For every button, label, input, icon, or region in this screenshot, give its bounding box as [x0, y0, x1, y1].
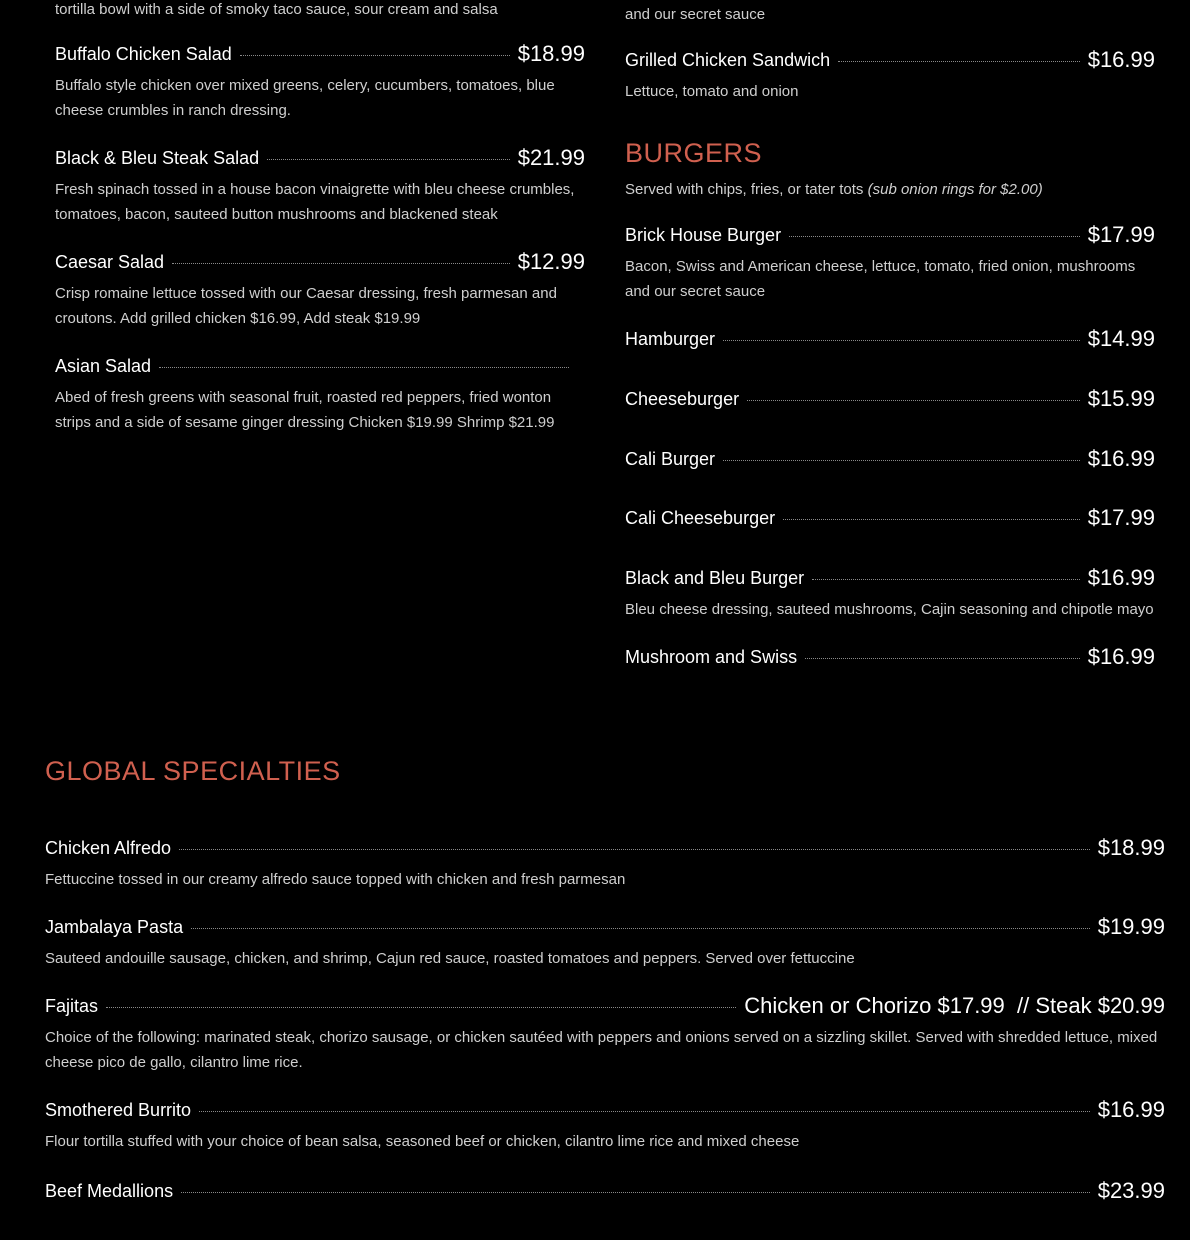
item-header: [625, 45, 1155, 75]
item-description: tortilla bowl with a side of smoky taco sauce, sour cream and salsa: [55, 1, 498, 18]
section-subtitle-note: (sub onion rings for $2.00): [867, 181, 1043, 198]
item-header: [55, 247, 585, 277]
item-header: [45, 1176, 1165, 1206]
dot-leader: [723, 460, 1080, 461]
item-name: Black and Bleu Burger: [625, 567, 805, 588]
item-price: $16.99: [1087, 565, 1155, 590]
item-description: Sauteed andouille sausage, chicken, and shrimp, Cajun red sauce, roasted tomatoes and peppers. Served over fettuccine: [45, 950, 855, 967]
dot-leader: [159, 367, 569, 368]
salads-column: [55, 0, 585, 435]
item-name: Cali Cheeseburger: [625, 507, 776, 528]
item-price: $15.99: [1087, 386, 1155, 411]
menu-item-mushroom-and-swiss: [625, 642, 1155, 672]
item-header: [625, 642, 1155, 672]
item-price: $16.99: [1097, 1097, 1165, 1122]
item-description: Abed of fresh greens with seasonal fruit, roasted red peppers, fried wonton strips and a side of sesame ginger dressing Chicken $19.99 Shrimp $21.99: [55, 389, 555, 431]
item-description: Bacon, Swiss and American cheese, lettuce, tomato, fried onion, mushrooms and our secret sauce: [625, 258, 1136, 300]
item-header: [45, 912, 1165, 942]
item-header: [625, 563, 1155, 593]
menu-item-hamburger: [625, 324, 1155, 354]
section-subtitle: [625, 181, 1155, 198]
menu-item-buffalo-chicken-salad: [55, 39, 585, 123]
item-description: Buffalo style chicken over mixed greens, celery, cucumbers, tomatoes, blue cheese crumbles in ranch dressing.: [55, 77, 555, 119]
item-name: Jambalaya Pasta: [45, 916, 184, 937]
menu-item-brick-house-burger: [625, 220, 1155, 304]
item-name: Buffalo Chicken Salad: [55, 43, 232, 64]
menu-item-cali-burger: [625, 444, 1155, 474]
item-header: [625, 503, 1155, 533]
section-subtitle-text: Served with chips, fries, or tater tots: [625, 181, 864, 198]
dot-leader: [172, 263, 510, 264]
dot-leader: [240, 55, 510, 56]
dot-leader: [812, 579, 1080, 580]
item-price: $16.99: [1087, 446, 1155, 471]
menu-item-jambalaya-pasta: [45, 912, 1165, 971]
item-name: Beef Medallions: [45, 1180, 174, 1201]
item-price: $19.99: [1097, 914, 1165, 939]
item-header: [625, 444, 1155, 474]
item-name: Cheeseburger: [625, 388, 740, 409]
item-name: Grilled Chicken Sandwich: [625, 49, 831, 70]
item-header: [45, 991, 1165, 1021]
item-header: [45, 833, 1165, 863]
item-price: $17.99: [1087, 505, 1155, 530]
burgers-column: [625, 0, 1155, 672]
menu-item-cheeseburger: [625, 384, 1155, 414]
item-description: Fresh spinach tossed in a house bacon vinaigrette with bleu cheese crumbles, tomatoes, bacon, sauteed button mushrooms and blackened steak: [55, 181, 575, 223]
item-price: $16.99: [1087, 47, 1155, 72]
dot-leader: [789, 236, 1080, 237]
dot-leader: [179, 849, 1090, 850]
menu-item-smothered-burrito: [45, 1095, 1165, 1154]
item-name: Hamburger: [625, 328, 716, 349]
item-price: $23.99: [1097, 1178, 1165, 1203]
item-price: $16.99: [1087, 644, 1155, 669]
dot-leader: [723, 340, 1080, 341]
item-description: and our secret sauce: [625, 6, 766, 23]
item-header: [625, 324, 1155, 354]
menu-item-asian-salad: [55, 351, 585, 435]
item-price: $18.99: [517, 41, 585, 66]
dot-leader: [106, 1007, 736, 1008]
item-header: [45, 1095, 1165, 1125]
dot-leader: [838, 61, 1080, 62]
dot-leader: [747, 400, 1080, 401]
menu-item-fajitas: [45, 991, 1165, 1075]
item-price: $14.99: [1087, 326, 1155, 351]
menu-item-grilled-chicken-sandwich: [625, 45, 1155, 104]
item-name: Asian Salad: [55, 355, 152, 376]
section-title-burgers: BURGERS: [625, 138, 763, 168]
section-title-global-specialties: GLOBAL SPECIALTIES: [45, 756, 341, 786]
item-name: Fajitas: [45, 995, 99, 1016]
item-description: Fettuccine tossed in our creamy alfredo sauce topped with chicken and fresh parmesan: [45, 871, 626, 888]
item-header: [625, 220, 1155, 250]
menu-item-chicken-alfredo: [45, 833, 1165, 892]
item-name: Smothered Burrito: [45, 1099, 192, 1120]
menu-item-caesar-salad: [55, 247, 585, 331]
item-price: $12.99: [517, 249, 585, 274]
menu-item-black-and-bleu-burger: [625, 563, 1155, 622]
item-description: Choice of the following: marinated steak, chorizo sausage, or chicken sautéed with peppers and onions served on a sizzling skillet. Served with shredded lettuce, mixed cheese pico de gallo, cilantro lime rice.: [45, 1029, 1158, 1071]
item-price: Chicken or Chorizo $17.99 // Steak $20.99: [744, 993, 1165, 1018]
dot-leader: [191, 928, 1090, 929]
menu-item-beef-medallions: [45, 1176, 1165, 1206]
global-specialties-section: [45, 756, 1165, 1206]
item-name: Mushroom and Swiss: [625, 646, 798, 667]
menu-item-cali-cheeseburger: [625, 503, 1155, 533]
dot-leader: [783, 519, 1080, 520]
menu-item-black-bleu-steak-salad: [55, 143, 585, 227]
item-description: Bleu cheese dressing, sauteed mushrooms, Cajin seasoning and chipotle mayo: [625, 601, 1154, 618]
item-price: $21.99: [517, 145, 585, 170]
item-header: [625, 384, 1155, 414]
dot-leader: [199, 1111, 1090, 1112]
dot-leader: [267, 159, 510, 160]
item-description: Flour tortilla stuffed with your choice of bean salsa, seasoned beef or chicken, cilantro lime rice and mixed cheese: [45, 1133, 800, 1150]
item-name: Cali Burger: [625, 448, 716, 469]
item-header: [55, 143, 585, 173]
item-name: Caesar Salad: [55, 251, 165, 272]
item-header: [55, 39, 585, 69]
item-description: Crisp romaine lettuce tossed with our Caesar dressing, fresh parmesan and croutons. Add grilled chicken $16.99, Add steak $19.99: [55, 285, 557, 327]
item-description: Lettuce, tomato and onion: [625, 83, 799, 100]
item-header: [55, 351, 585, 381]
item-price: $18.99: [1097, 835, 1165, 860]
item-name: Brick House Burger: [625, 224, 782, 245]
dot-leader: [805, 658, 1080, 659]
item-name: Black & Bleu Steak Salad: [55, 147, 260, 168]
dot-leader: [181, 1192, 1090, 1193]
item-name: Chicken Alfredo: [45, 837, 172, 858]
item-price: $17.99: [1087, 222, 1155, 247]
